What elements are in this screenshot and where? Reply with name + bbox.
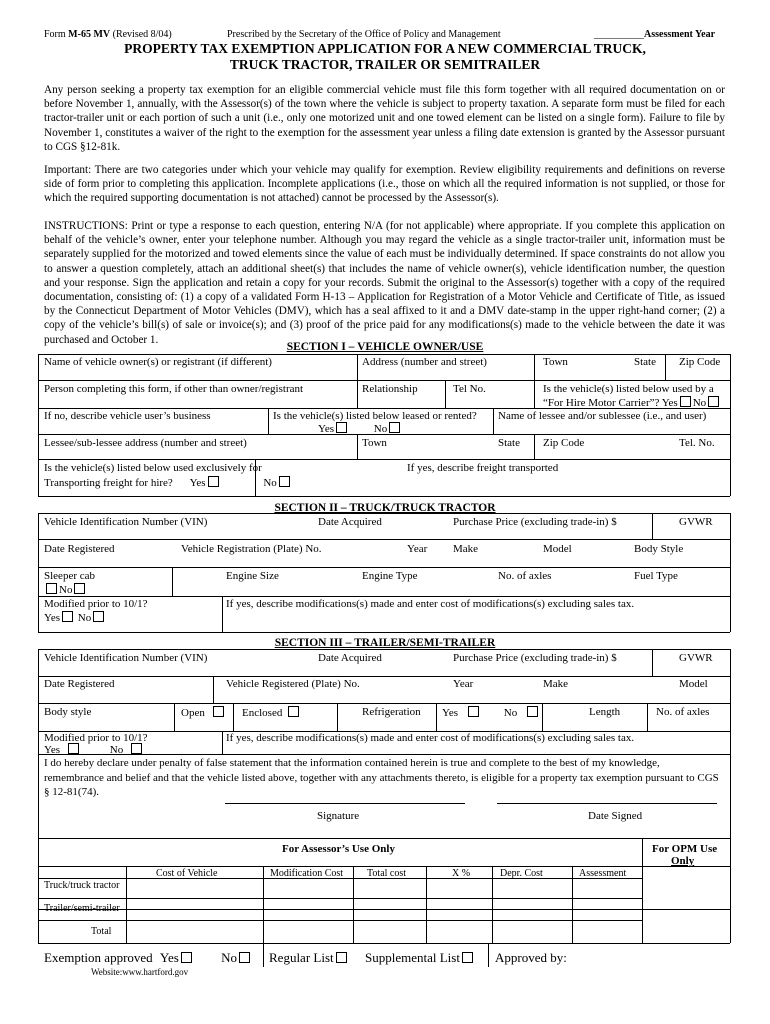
col-assessment: Assessment [579, 868, 627, 879]
exemption-approved: Exemption approved Yes No [44, 950, 252, 966]
refrigeration-options: Yes No [442, 706, 540, 719]
truck-plate-field[interactable]: Vehicle Registration (Plate) No. [181, 543, 322, 555]
section2-title: SECTION II – TRUCK/TRUCK TRACTOR [274, 502, 496, 514]
refrigeration-no-checkbox[interactable] [527, 706, 538, 717]
hire-no-checkbox[interactable] [708, 396, 719, 407]
section1-title: SECTION I – VEHICLE OWNER/USE [286, 341, 484, 353]
lessee-tel-field[interactable]: Tel. No. [679, 437, 715, 449]
owner-town-field[interactable]: Town [543, 356, 568, 368]
col-total-cost: Total cost [367, 868, 407, 879]
website-link[interactable]: Website:www.hartford.gov [91, 967, 189, 977]
engine-size-field[interactable]: Engine Size [226, 570, 279, 582]
date-signed-label: Date Signed [588, 810, 643, 822]
approved-yes-checkbox[interactable] [181, 952, 192, 963]
body-open-checkbox[interactable] [213, 706, 224, 717]
truck-axles-field[interactable]: No. of axles [498, 570, 552, 582]
truck-vin-field[interactable]: Vehicle Identification Number (VIN) [44, 516, 208, 528]
lessee-name-field[interactable]: Name of lessee and/or sublessee (i.e., and user) [498, 410, 707, 422]
trailer-modified-label: Modified prior to 10/1? [44, 732, 148, 744]
body-enclosed-option: Enclosed [242, 706, 301, 719]
prescribed-by: Prescribed by the Secretary of the Office of Policy and Management [227, 29, 501, 40]
regular-list-option: Regular List [269, 950, 349, 966]
user-business-field[interactable]: If no, describe vehicle user’s business [44, 410, 211, 422]
owner-state-field[interactable]: State [634, 356, 656, 368]
truck-date-registered-field[interactable]: Date Registered [44, 543, 115, 555]
body-open-option: Open [181, 706, 226, 719]
trailer-date-acquired-field[interactable]: Date Acquired [318, 652, 382, 664]
freight-yes-checkbox[interactable] [208, 476, 219, 487]
truck-modified-yes-checkbox[interactable] [62, 611, 73, 622]
lessee-state-field[interactable]: State [498, 437, 520, 449]
opm-use-line1: For OPM Use [652, 843, 718, 855]
lessee-zip-field[interactable]: Zip Code [543, 437, 585, 449]
section3-title: SECTION III – TRAILER/SEMI-TRAILER [274, 637, 496, 649]
instructions-paragraph: INSTRUCTIONS: Print or type a response to each question, entering N/A (for not applicable) where appropriate. If you complete this application on behalf of the vehicle’s owner, enter your telephone number. Although you may regard the vehicle as a single tractor-trailer unit, information must be separately supplied for the motorized and towed elements since the value of each must be individually determined. If space constraints do not allow you to answer a question completely, attach an additional sheet(s) that includes the name of vehicle owner(s), vehicle identification number, the question and your response. Sign the application and retain a copy for your records. Submit the original to the Assessor(s) together with a copy of the required documentation, consisting of: (1) a copy of a validated Form H-13 – Application for Registration of a Motor Vehicle and Certificate of Title, as issued by the Connecticut Department of Motor Vehicles (DMV), which has a seal affixed to it and a DMV date-stamp in the upper right-hand corner; (2) a copy of the vehicle’s bill(s) of sale or invoice(s); and (3) proof of the price paid for any modifications(s) made to the vehicle between the date it was purchased and October 1. [44, 220, 725, 346]
supplemental-list-option: Supplemental List [365, 950, 475, 966]
body-enclosed-checkbox[interactable] [288, 706, 299, 717]
sleeper-no-checkbox[interactable] [74, 583, 85, 594]
approved-no-checkbox[interactable] [239, 952, 250, 963]
truck-modified-no-checkbox[interactable] [93, 611, 104, 622]
signature-line[interactable] [225, 803, 465, 804]
truck-date-acquired-field[interactable]: Date Acquired [318, 516, 382, 528]
trailer-axles-field[interactable]: No. of axles [656, 706, 710, 718]
sleeper-cab-label: Sleeper cab [44, 570, 95, 582]
date-signed-line[interactable] [497, 803, 717, 804]
row-trailer: Trailer/semi-trailer [44, 903, 120, 914]
trailer-purchase-price-field[interactable]: Purchase Price (excluding trade-in) $ [453, 652, 617, 664]
fuel-type-field[interactable]: Fuel Type [634, 570, 678, 582]
freight-question-line1: Is the vehicle(s) listed below used exclusively for [44, 462, 262, 474]
form-title-line2: TRUCK TRACTOR, TRAILER OR SEMITRAILER [229, 57, 541, 72]
owner-address-field[interactable]: Address (number and street) [362, 356, 487, 368]
row-truck-tractor: Truck/truck tractor [44, 880, 120, 891]
person-completing-field[interactable]: Person completing this form, if other than owner/registrant [44, 383, 304, 395]
col-cost-of-vehicle: Cost of Vehicle [156, 868, 218, 879]
trailer-make-field[interactable]: Make [543, 678, 569, 690]
trailer-year-field[interactable]: Year [453, 678, 474, 690]
lessee-address-field[interactable]: Lessee/sub-lessee address (number and street) [44, 437, 247, 449]
trailer-model-field[interactable]: Model [679, 678, 708, 690]
regular-list-checkbox[interactable] [336, 952, 347, 963]
col-depr-cost: Depr. Cost [500, 868, 543, 879]
hire-question-line1: Is the vehicle(s) listed below used by a [543, 383, 714, 395]
truck-make-field[interactable]: Make [453, 543, 479, 555]
freight-no-checkbox[interactable] [279, 476, 290, 487]
truck-modified-label: Modified prior to 10/1? [44, 598, 148, 610]
truck-purchase-price-field[interactable]: Purchase Price (excluding trade-in) $ [453, 516, 617, 528]
owner-zip-field[interactable]: Zip Code [679, 356, 721, 368]
truck-year-field[interactable]: Year [407, 543, 428, 555]
relationship-field[interactable]: Relationship [362, 383, 418, 395]
intro-paragraph-2: Important: There are two categories under which your vehicle may qualify for exemption. Review eligibility requirements and definitions on reverse side of form prior to completing this application. Incomplete applications (i.e., those on which all the required information is not supplied, or those for which the required supporting documentation is not attached) cannot be processed by the Assessor(s). [44, 164, 725, 205]
tel-field[interactable]: Tel No. [453, 383, 486, 395]
declaration-text: I do hereby declare under penalty of false statement that the information contained herein is true and complete to the best of my knowledge, remembrance and belief and that the vehicle listed above, together with any attachments thereto, is eligible for a property tax exemption pursuant to CGS § 12-81(74). [44, 757, 719, 798]
lessee-town-field[interactable]: Town [362, 437, 387, 449]
supplemental-list-checkbox[interactable] [462, 952, 473, 963]
trailer-gvwr-field[interactable]: GVWR [679, 652, 713, 664]
trailer-body-style-label: Body style [44, 706, 92, 718]
sleeper-options: No [44, 583, 87, 596]
trailer-length-field[interactable]: Length [589, 706, 621, 718]
opm-use-line2: Only [671, 855, 695, 867]
approved-by-field[interactable]: Approved by: [495, 950, 567, 965]
form-title-line1: PROPERTY TAX EXEMPTION APPLICATION FOR A NEW COMMERCIAL TRUCK, [124, 41, 646, 56]
truck-modifications-field[interactable]: If yes, describe modifications(s) made and enter cost of modifications(s) excluding sales tax. [226, 598, 635, 610]
leased-options: Yes No [318, 422, 402, 435]
trailer-date-registered-field[interactable]: Date Registered [44, 678, 115, 690]
hire-yes-checkbox[interactable] [680, 396, 691, 407]
row-total: Total [91, 926, 112, 937]
signature-label: Signature [317, 810, 360, 822]
trailer-modified-options: Yes No [44, 743, 144, 756]
refrigeration-yes-checkbox[interactable] [468, 706, 479, 717]
truck-body-style-field[interactable]: Body Style [634, 543, 684, 555]
leased-question: Is the vehicle(s) listed below leased or rented? [273, 410, 477, 422]
hire-question-line2: “For Hire Motor Carrier”? Yes No [543, 396, 721, 409]
sleeper-yes-checkbox[interactable] [46, 583, 57, 594]
trailer-modified-no-checkbox[interactable] [131, 743, 142, 754]
owner-name-field[interactable]: Name of vehicle owner(s) or registrant (if different) [44, 356, 272, 368]
truck-model-field[interactable]: Model [543, 543, 572, 555]
trailer-modified-yes-checkbox[interactable] [68, 743, 79, 754]
assessment-year-field[interactable]: __________Assessment Year [594, 29, 716, 40]
trailer-plate-field[interactable]: Vehicle Registered (Plate) No. [226, 678, 360, 690]
assessor-use-title: For Assessor’s Use Only [282, 843, 395, 855]
engine-type-field[interactable]: Engine Type [362, 570, 418, 582]
col-x-percent: X % [452, 868, 471, 879]
leased-no-checkbox[interactable] [389, 422, 400, 433]
refrigeration-label: Refrigeration [362, 706, 421, 718]
truck-gvwr-field[interactable]: GVWR [679, 516, 713, 528]
col-modification-cost: Modification Cost [270, 868, 344, 879]
freight-description-field[interactable]: If yes, describe freight transported [407, 462, 559, 474]
trailer-modifications-field[interactable]: If yes, describe modifications(s) made and enter cost of modifications(s) excluding sales tax. [226, 732, 635, 744]
trailer-vin-field[interactable]: Vehicle Identification Number (VIN) [44, 652, 208, 664]
form-id: Form M-65 MV (Revised 8/04) [44, 29, 172, 40]
truck-modified-options: Yes No [44, 611, 106, 624]
intro-paragraph-1: Any person seeking a property tax exemption for an eligible commercial vehicle must file this form together with all required documentation on or before November 1, annually, with the Assessor(s) of the town where the vehicle is subject to property taxation. A separate form must be filed for each tractor-trailer unit or each portion of such a unit (i.e., only one motorized unit and one towed element can be listed on a single form). Failure to file by November 1, constitutes a waiver of the right to the exemption for the assessment year unless a filing date extension is granted by the Assessor pursuant to CGS §12-81k. [44, 84, 725, 153]
freight-question-line2: Transporting freight for hire? Yes No [44, 476, 292, 489]
leased-yes-checkbox[interactable] [336, 422, 347, 433]
